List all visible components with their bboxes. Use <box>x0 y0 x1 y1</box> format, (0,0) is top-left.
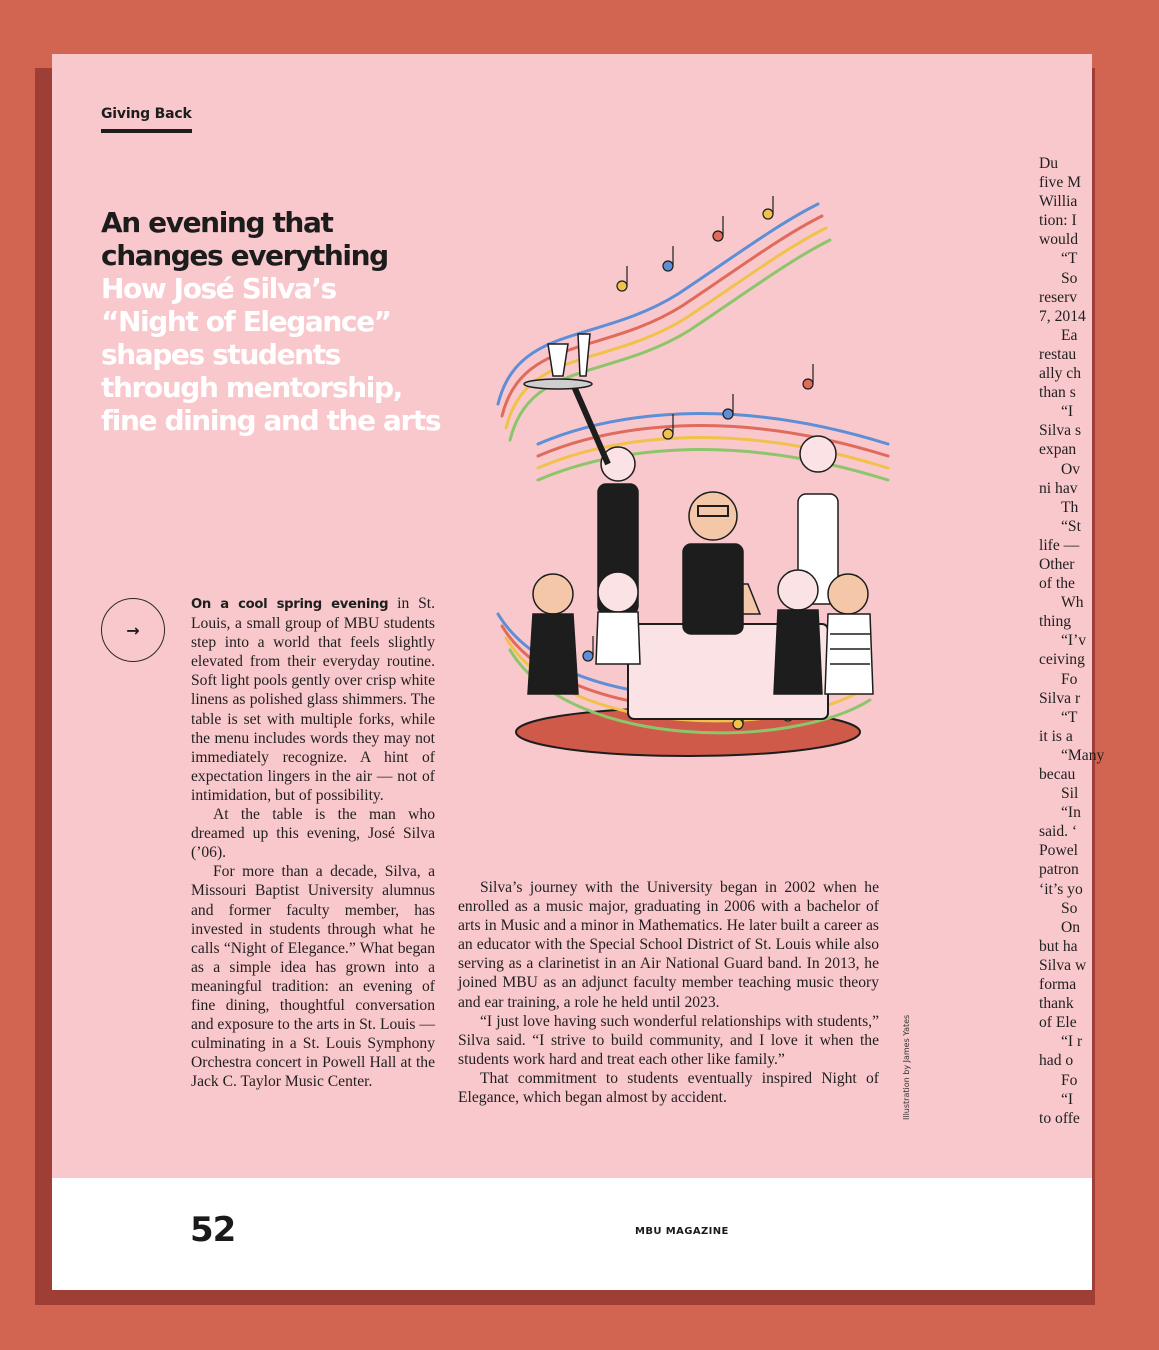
page-footer <box>52 1178 1092 1290</box>
paragraph-text: in St. Louis, a small group of MBU students step into a world that feels slightly elevated from their everyday routine. Soft light pools gently over crisp white linens as polished glass shimmers. The table is set with multiple forks, while the menu includes words they may not immediately recognize. A hint of expectation lingers in the air — not of intimidation, but of possibility. <box>191 595 435 804</box>
column3-line: “In <box>1061 804 1081 822</box>
column3-line: forma <box>1039 976 1077 994</box>
column3-line: Wh <box>1061 594 1084 612</box>
column3-line: becau <box>1039 766 1076 783</box>
paragraph: For more than a decade, Silva, a Missouri Baptist University alumnus and former faculty member, has invested in students through what he calls “Night of Elegance.” What began as a simple idea has grown into a meaningful tradition: an evening of fine dining, thoughtful conversation and exposure to the arts in St. Louis — culminating in a St. Louis Symphony Orchestra concert in Powell Hall at the Jack C. Taylor Music Center. <box>191 863 435 1091</box>
column3-line: of the <box>1039 575 1075 593</box>
column3-line: Ea <box>1061 326 1078 344</box>
column3-line: “I r <box>1061 1033 1083 1051</box>
subtitle-line-5: fine dining and the arts <box>101 404 441 437</box>
title-line-2: changes everything <box>101 239 388 272</box>
column3-line: ceiving <box>1039 651 1085 669</box>
column3-line: So <box>1061 269 1078 287</box>
subtitle-line-1: How José Silva’s <box>101 272 336 305</box>
column3-line: Silva w <box>1039 956 1087 974</box>
column3-line: Other <box>1039 555 1075 573</box>
illustration-credit: Illustration by James Yates <box>902 1014 911 1120</box>
column3-line: On <box>1061 918 1081 936</box>
column3-line: Fo <box>1061 1071 1078 1089</box>
column3-line: five M <box>1039 174 1082 192</box>
column3-line: “T <box>1061 250 1078 268</box>
headline <box>101 206 461 437</box>
magazine-name: MBU MAGAZINE <box>635 1226 729 1237</box>
column3-line: reserv <box>1039 288 1078 306</box>
column3-line: So <box>1061 899 1078 917</box>
article-column-3 <box>1039 154 1159 1128</box>
column3-line: said. ‘ <box>1039 823 1078 841</box>
column3-line: thank <box>1039 995 1074 1013</box>
column3-line: ‘it’s yo <box>1039 880 1083 898</box>
column3-line: had o <box>1039 1052 1074 1070</box>
column3-line: than s <box>1039 384 1076 402</box>
paragraph: That commitment to students eventually inspired Night of Elegance, which began almost by accident. <box>458 1069 879 1107</box>
column3-line: Ov <box>1061 460 1081 478</box>
column3-line: Powel <box>1039 842 1078 860</box>
column3-line: patron <box>1039 861 1079 879</box>
paragraph: “I just love having such wonderful relationships with students,” Silva said. “I strive to build community, and I love it when the students work hard and treat each other like family.” <box>458 1012 879 1068</box>
arrow-right-icon[interactable]: → <box>101 598 165 662</box>
column3-line: “T <box>1061 708 1078 726</box>
subtitle-line-3: shapes students <box>101 338 340 371</box>
magazine-page <box>52 54 1105 1290</box>
subtitle-line-2: “Night of Elegance” <box>101 305 391 338</box>
paragraph: At the table is the man who dreamed up this evening, José Silva (’06). <box>191 806 435 862</box>
column3-line: to offe <box>1039 1109 1080 1127</box>
column3-line: thing <box>1039 613 1072 631</box>
column3-line: Sil <box>1061 785 1079 803</box>
column3-line: “Many <box>1061 746 1105 764</box>
column3-line: life — <box>1039 536 1080 554</box>
column3-line: ni hav <box>1039 479 1078 497</box>
column3-line: “I’v <box>1061 632 1087 650</box>
column3-line: “St <box>1061 517 1081 535</box>
column3-line: Th <box>1061 498 1079 516</box>
column3-line: restau <box>1039 345 1077 363</box>
column3-line: Silva s <box>1039 422 1082 440</box>
column3-line: Willia <box>1039 193 1078 211</box>
column3-line: expan <box>1039 441 1077 459</box>
column3-line: “I <box>1061 1090 1074 1108</box>
column3-line: but ha <box>1039 937 1078 955</box>
subtitle-line-4: through mentorship, <box>101 371 402 404</box>
column3-line: tion: I <box>1039 212 1077 230</box>
article-column-1 <box>191 594 435 1091</box>
column3-line: “I <box>1061 403 1074 421</box>
paragraph: Silva’s journey with the University began in 2002 when he enrolled as a music major, graduating in 2006 with a bachelor of arts in Music and a minor in Mathematics. He later built a career as an educator with the Special School District of St. Louis while also serving as a clarinetist in an Air National Guard band. In 2013, he joined MBU as an adjunct faculty member teaching music theory and ear training, a role he held until 2023. <box>458 879 879 1011</box>
column3-line: would <box>1039 231 1078 249</box>
page-number: 52 <box>190 1210 236 1250</box>
column3-line: 7, 2014 <box>1039 307 1086 325</box>
column3-line: Fo <box>1061 670 1078 688</box>
column3-line: of Ele <box>1039 1014 1077 1032</box>
section-tag: Giving Back <box>101 106 192 133</box>
paragraph <box>191 594 435 805</box>
title-line-1: An evening that <box>101 206 333 239</box>
column3-line: it is a <box>1039 727 1073 745</box>
column3-line: ally ch <box>1039 365 1081 383</box>
column3-line: Silva r <box>1039 689 1081 707</box>
article-column-2 <box>458 878 879 1107</box>
dinner-illustration <box>478 194 878 764</box>
column3-line: Du <box>1039 155 1059 172</box>
lead-in: On a cool spring evening <box>191 597 389 612</box>
